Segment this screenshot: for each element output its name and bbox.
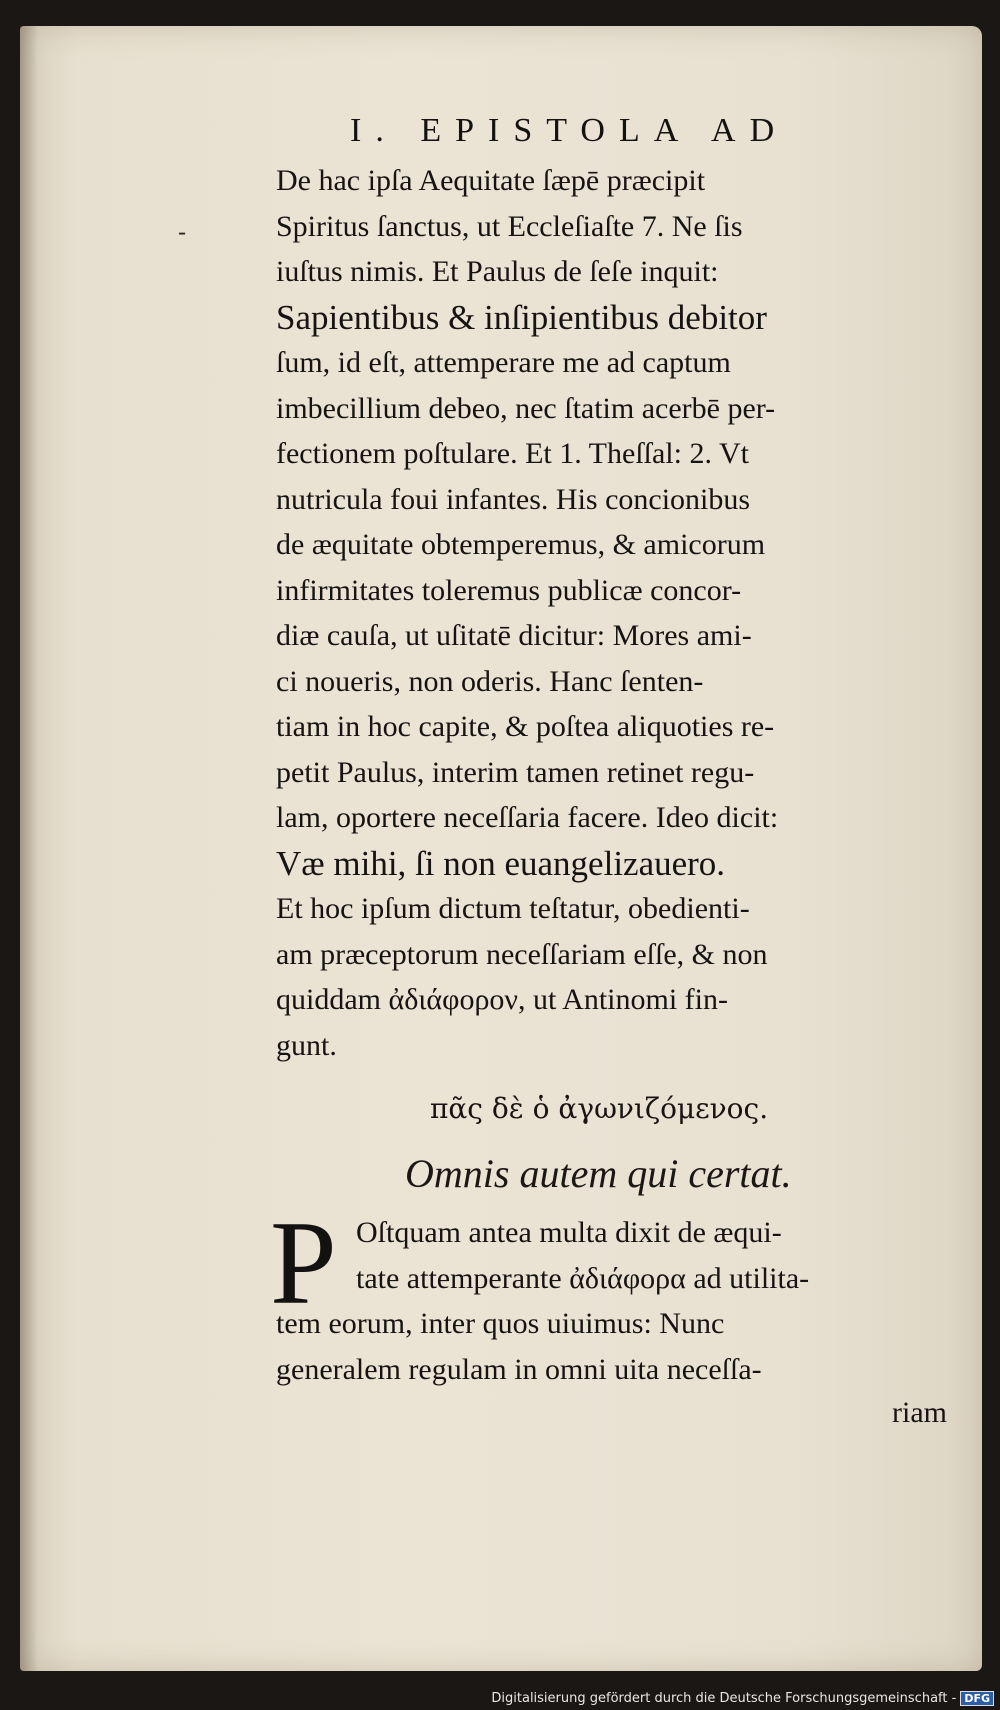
greek-lemma: πᾶς δὲ ὁ ἀγωνιζόμενος. bbox=[430, 1092, 769, 1125]
text-line: gunt. bbox=[276, 1028, 337, 1062]
text-line: Spiritus ſanctus, ut Eccleſiaſte 7. Ne ſis bbox=[276, 209, 743, 243]
text-line: fectionem poſtulare. Et 1. Theſſal: 2. Vt bbox=[276, 437, 749, 470]
dfg-logo-badge: DFG bbox=[960, 1691, 994, 1706]
text-line: Oſtquam antea multa dixit de æqui- bbox=[356, 1216, 782, 1249]
text-line: tem eorum, inter quos uiuimus: Nunc bbox=[276, 1307, 725, 1340]
text-line: De hac ipſa Aequitate ſæpē præcipit bbox=[276, 164, 706, 197]
page-gutter-shadow bbox=[20, 26, 38, 1671]
drop-capital: P bbox=[270, 1196, 337, 1329]
text-line: tiam in hoc capite, & poſtea aliquoties re- bbox=[276, 710, 775, 743]
text-line: ci noueris, non oderis. Hanc ſenten- bbox=[276, 664, 704, 698]
text-line: infirmitates toleremus publicæ concor- bbox=[276, 573, 742, 607]
footer-text: Digitalisierung gefördert durch die Deutsche Forschungsgemeinschaft - bbox=[491, 1691, 957, 1706]
text-line: diæ cauſa, ut uſitatē dicitur: Mores ami- bbox=[276, 619, 752, 652]
text-line: Et hoc ipſum dictum teſtatur, obedienti- bbox=[276, 892, 750, 925]
text-line: lam, oportere neceſſaria facere. Ideo dicit: bbox=[276, 801, 779, 834]
text-line: imbecillium debeo, nec ſtatim acerbē per- bbox=[276, 391, 776, 425]
margin-mark: - bbox=[178, 218, 187, 246]
text-line: generalem regulam in omni uita neceſſa- bbox=[276, 1352, 762, 1386]
italic-heading: Omnis autem qui certat. bbox=[405, 1151, 792, 1196]
main-text-block bbox=[276, 158, 956, 1068]
text-line: de æquitate obtemperemus, & amicorum bbox=[276, 528, 766, 561]
text-line: tate attemperante ἀδιάφορα ad utilita- bbox=[356, 1261, 810, 1295]
text-line: petit Paulus, interim tamen retinet regu- bbox=[276, 755, 755, 789]
text-line: nutricula foui infantes. His concionibus bbox=[276, 482, 751, 516]
digitization-footer bbox=[491, 1691, 994, 1706]
text-line: iuſtus nimis. Et Paulus de ſeſe inquit: bbox=[276, 255, 719, 288]
text-line: quiddam ἀδιάφορον, ut Antinomi fin- bbox=[276, 983, 728, 1016]
text-line: Væ mihi, ſi non euangelizauero. bbox=[276, 843, 726, 883]
second-paragraph bbox=[276, 1210, 956, 1392]
text-line: ſum, id eſt, attemperare me ad captum bbox=[276, 346, 731, 379]
text-line: am præceptorum neceſſariam eſſe, & non bbox=[276, 937, 768, 971]
running-header: I. EPISTOLA AD bbox=[350, 112, 789, 149]
catchword: riam bbox=[892, 1396, 947, 1429]
text-line: Sapientibus & inſipientibus debitor bbox=[276, 297, 767, 337]
